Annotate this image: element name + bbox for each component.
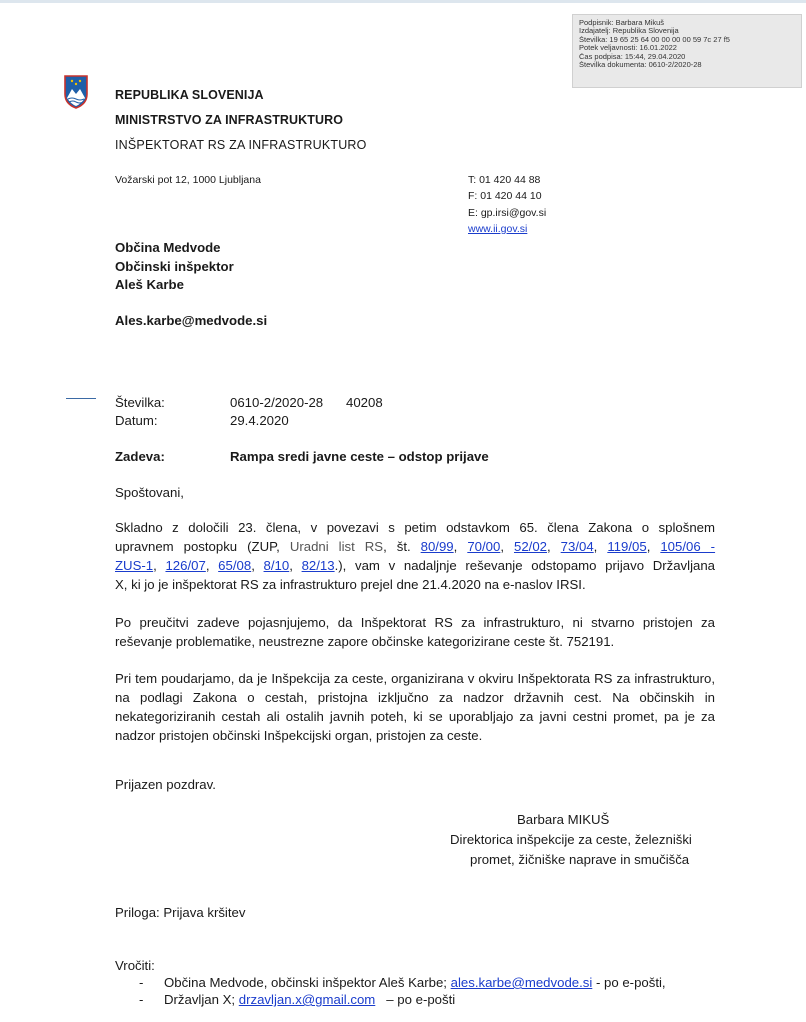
sig-issuer: Izdajatelj: Republika Slovenija: [579, 27, 679, 36]
p1-line1: Skladno z določili 23. člena, v povezavi s petim odstavkom 65. člena Zakona o splošnem: [115, 520, 715, 535]
recipient-line1: Občina Medvode: [115, 240, 221, 255]
greeting: Spoštovani,: [115, 485, 184, 500]
date-value: 29.4.2020: [230, 413, 289, 428]
signer-title1: Direktorica inšpekcije za ceste, železniški: [450, 832, 692, 847]
p1-line4: X, ki jo je inšpektorat RS za infrastrukturo prejel dne 21.4.2020 na e-naslov IRSI.: [115, 577, 586, 592]
digital-signature-box: [572, 14, 802, 88]
sig-serial: Številka: 19 65 25 64 00 00 00 00 59 7c 27 f5: [579, 35, 730, 44]
ref-link-105-06[interactable]: 105/06 -: [660, 539, 716, 554]
sig-validity: Potek veljavnosti: 16.01.2022: [579, 44, 677, 53]
p1-line3: ZUS-1, 126/07, 65/08, 8/10, 82/13.), vam v nadaljnje reševanje odstopamo prijavo Državljana: [115, 558, 716, 573]
ref-link-126-07[interactable]: 126/07: [165, 558, 206, 573]
paragraph-2: Po preučitvi zadeve pojasnjujemo, da Inšpektorat RS za infrastrukturo, ni stvarno pristojen za reševanje problematike, neustrezne zapore občinske kategorizirane ceste št. 752191.: [115, 615, 715, 649]
header-ministry: MINISTRSTVO ZA INFRASTRUKTURO: [115, 113, 344, 127]
ref-link-119-05[interactable]: 119/05: [607, 539, 647, 554]
ref-link-73-04[interactable]: 73/04: [560, 539, 594, 554]
p1-text-b: upravnem postopku (ZUP,: [115, 539, 290, 554]
signer-name: Barbara MIKUŠ: [517, 812, 610, 827]
p1-line2: upravnem postopku (ZUP, Uradni list RS, št. 80/99, 70/00, 52/02, 73/04, 119/05, 105/06 -: [115, 539, 716, 554]
margin-rule: [66, 398, 96, 399]
p1-gazette: Uradni list RS: [289, 539, 384, 554]
signer-title2: promet, žičniške naprave in smučišča: [470, 852, 690, 867]
delivery-item2-email-link[interactable]: drzavljan.x@gmail.com: [238, 992, 376, 1007]
ref-link-zus-1[interactable]: ZUS-1: [115, 558, 154, 573]
sig-time: Čas podpisa: 15:44, 29.04.2020: [579, 52, 686, 61]
delivery-bullet-1: -: [139, 975, 144, 990]
delivery-item1-email-link[interactable]: ales.karbe@medvode.si: [450, 975, 593, 990]
delivery-item1-suffix: - po e-pošti,: [592, 975, 666, 990]
number-extra: 40208: [346, 395, 383, 410]
number-label: Številka:: [115, 395, 165, 410]
header-email: E: gp.irsi@gov.si: [468, 207, 547, 219]
ref-link-8-10[interactable]: 8/10: [263, 558, 290, 573]
top-border: [0, 0, 806, 3]
sig-signer: Podpisnik: Barbara Mikuš: [579, 19, 665, 27]
header-inspectorate: INŠPEKTORAT RS ZA INFRASTRUKTURO: [115, 138, 367, 152]
ref-link-70-00[interactable]: 70/00: [467, 539, 501, 554]
ref-link-82-13[interactable]: 82/13: [301, 558, 335, 573]
number-value: 0610-2/2020-28: [230, 395, 324, 410]
date-label: Datum:: [115, 413, 158, 428]
delivery-item-2: [164, 992, 455, 1007]
header-country: REPUBLIKA SLOVENIJA: [115, 88, 264, 102]
recipient-line2: Občinski inšpektor: [115, 259, 234, 274]
coat-of-arms-icon: [63, 74, 89, 110]
recipient-line3: Aleš Karbe: [115, 277, 184, 292]
paragraph-1: [115, 518, 715, 594]
delivery-item2-text: Državljan X;: [164, 992, 239, 1007]
delivery-item1-text: Občina Medvode, občinski inšpektor Aleš Karbe;: [164, 975, 451, 990]
attachment: Priloga: Prijava kršitev: [115, 905, 246, 920]
delivery-item-1: [164, 975, 666, 990]
closing: Prijazen pozdrav.: [115, 777, 216, 792]
subject-label: Zadeva:: [115, 449, 165, 464]
header-address: Vožarski pot 12, 1000 Ljubljana: [115, 174, 261, 186]
header-phone: T: 01 420 44 88: [468, 174, 541, 186]
header-website-link[interactable]: www.ii.gov.si: [468, 223, 528, 235]
paragraph-3: Pri tem poudarjamo, da je Inšpekcija za ceste, organizirana v okviru Inšpektorata RS za infrastrukturo, na podlagi Zakona o cestah, pristojna izključno za nadzor državnih cest. Na občinskih in nekategoriziranih cestah ali ostalih javnih poteh, ki se uporabljajo za javni cestni promet, pa je za nadzor pristojen občinski Inšpekcijski organ, pristojen za ceste.: [115, 671, 715, 743]
p1-text-e: .), vam v nadaljnje reševanje odstopamo prijavo Državljana: [334, 558, 716, 573]
ref-link-80-99[interactable]: 80/99: [420, 539, 454, 554]
header-fax: F: 01 420 44 10: [468, 190, 542, 202]
subject-value: Rampa sredi javne ceste – odstop prijave: [230, 449, 489, 464]
delivery-bullet-2: -: [139, 992, 144, 1007]
delivery-label: Vročiti:: [115, 958, 155, 973]
recipient-email: Ales.karbe@medvode.si: [115, 313, 268, 328]
ref-link-52-02[interactable]: 52/02: [513, 539, 547, 554]
sig-doc-number: Številka dokumenta: 0610-2/2020-28: [579, 61, 702, 70]
ref-link-65-08[interactable]: 65/08: [218, 558, 252, 573]
p1-text-d: , št.: [383, 539, 421, 554]
delivery-item2-suffix: – po e-pošti: [386, 992, 456, 1007]
